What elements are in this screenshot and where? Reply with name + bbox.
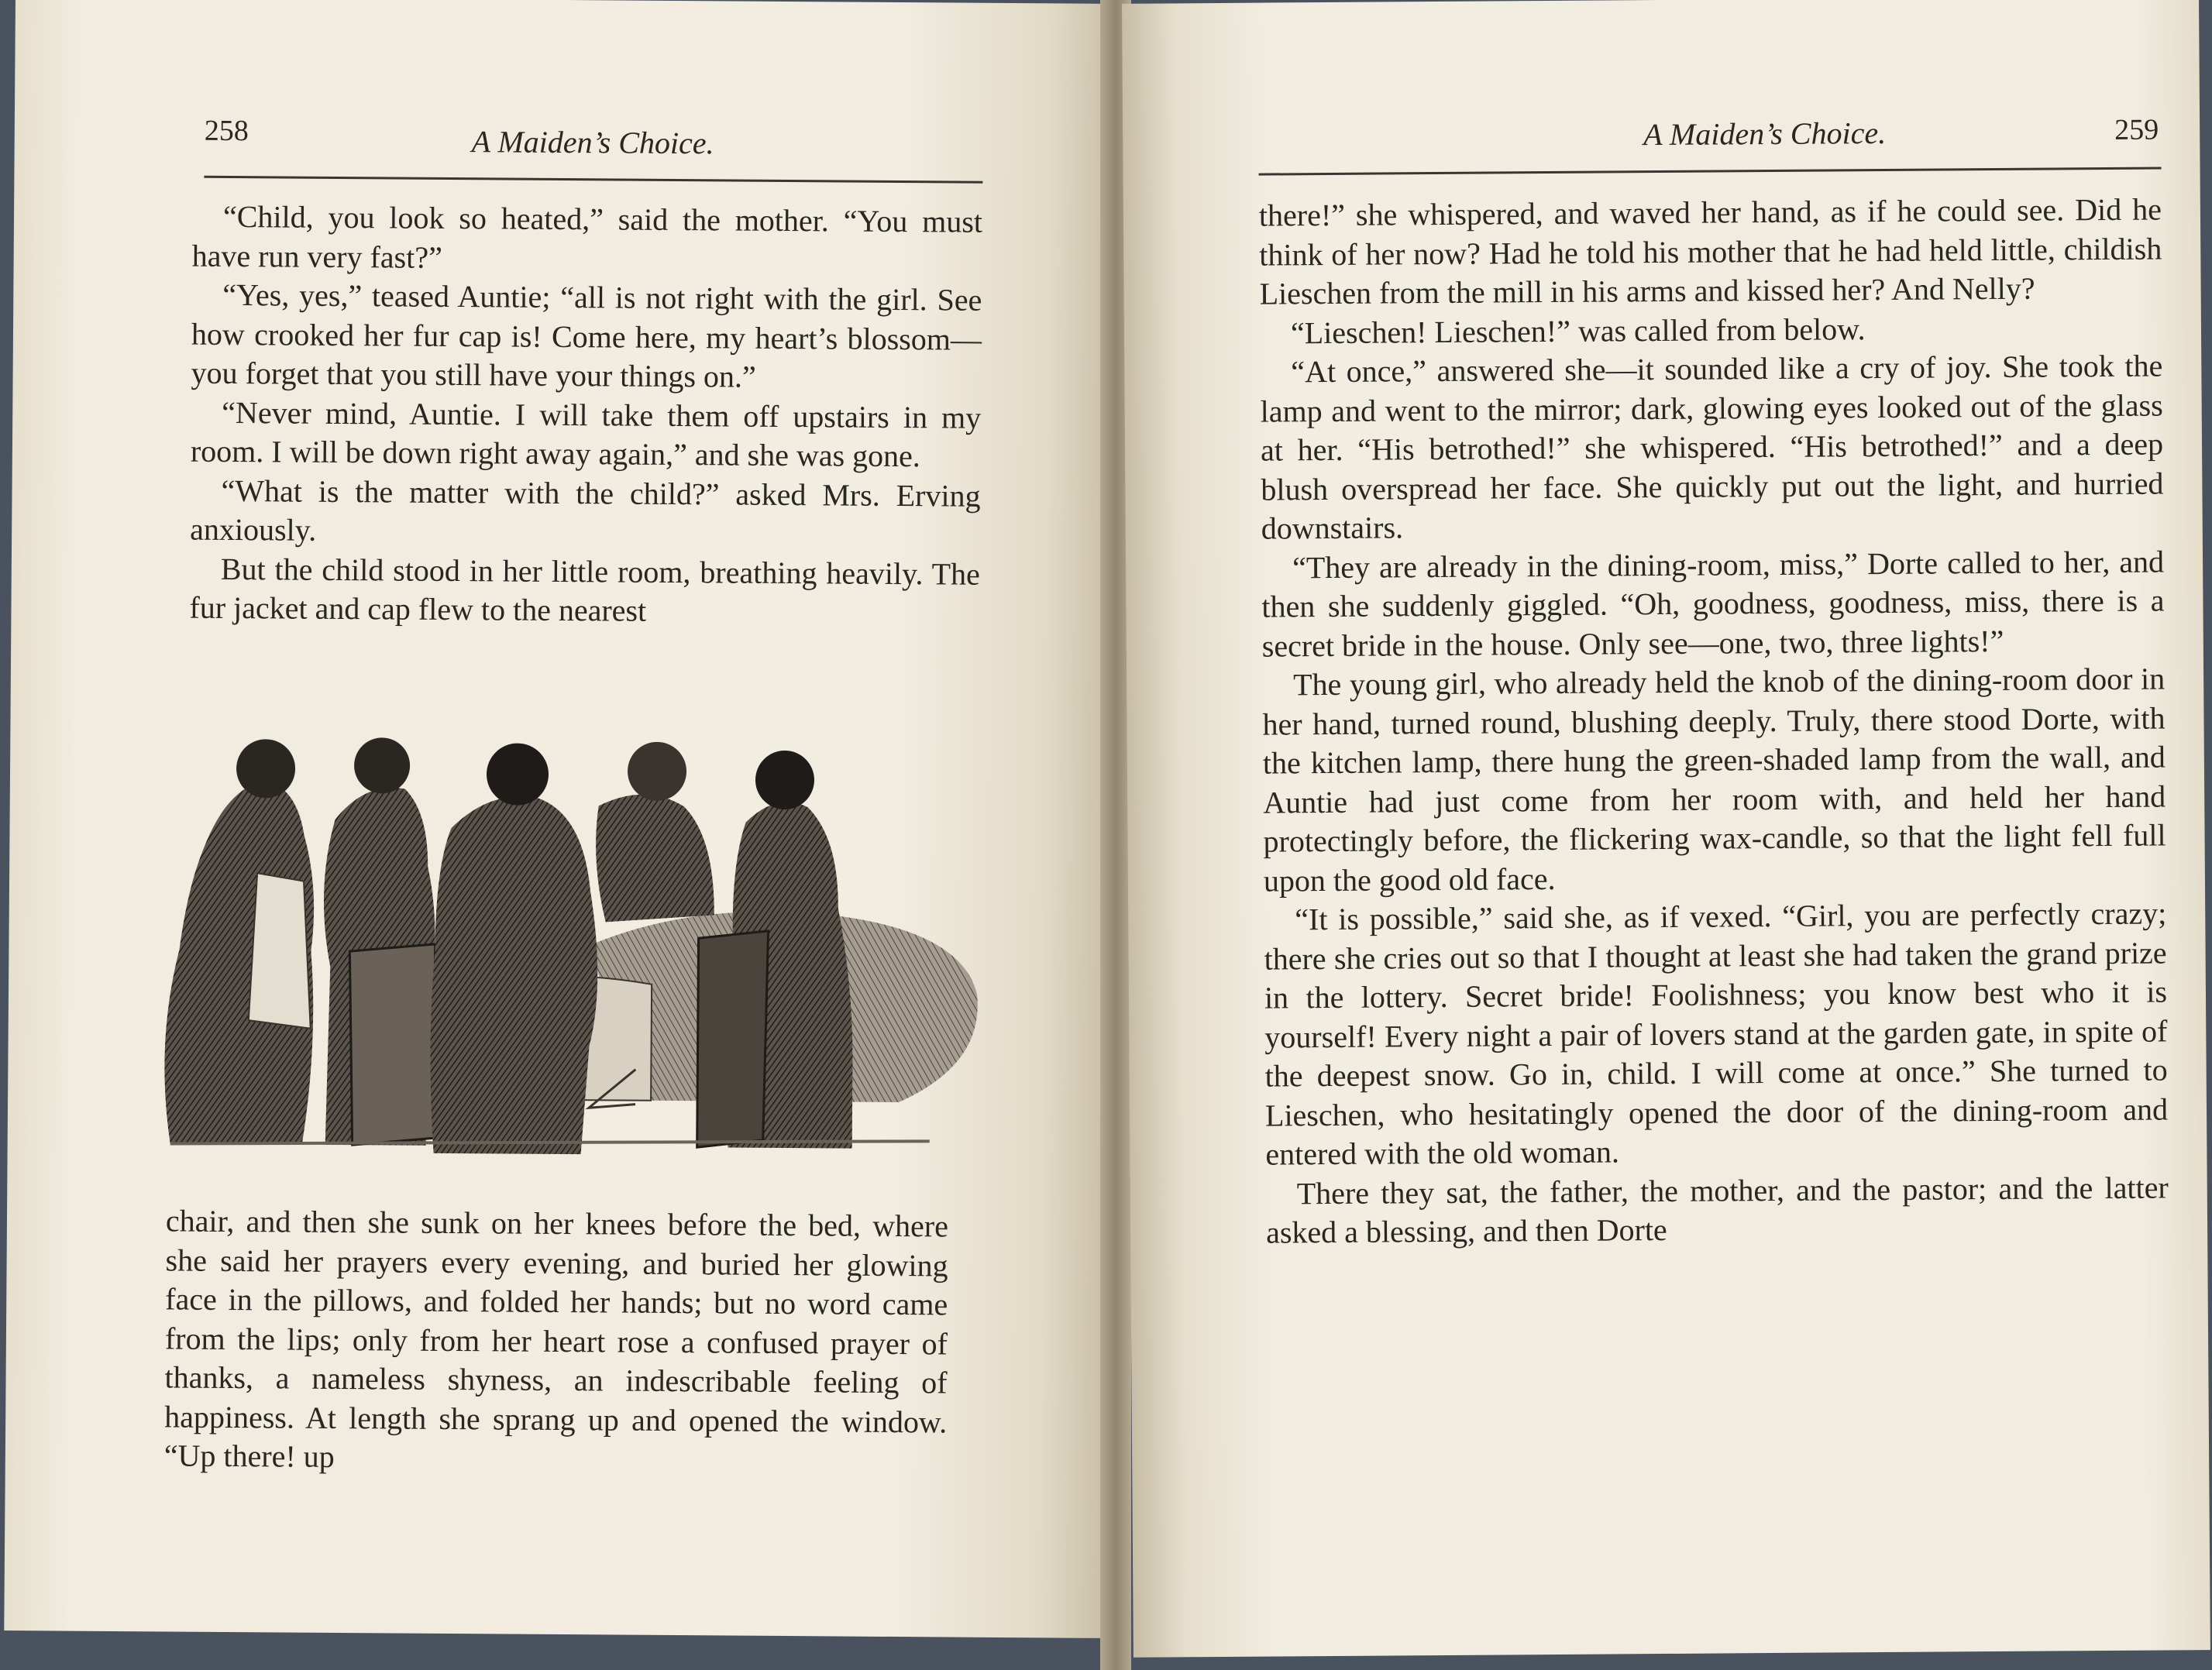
right-body-text <box>1259 190 2169 1252</box>
paragraph: there!” she whispered, and waved her hand, as if he could see. Did he think of her now? Had he told his mother that he had held little, childish Lieschen from the mill in his arms and kissed her? And Nelly? <box>1258 191 2162 311</box>
paragraph: But the child stood in her little room, breathing heavily. The fur jacket and cap flew to the nearest <box>189 551 980 628</box>
left-bottom-text <box>164 1201 948 1481</box>
paragraph: “What is the matter with the child?” asked Mrs. Erving anxiously. <box>190 472 981 548</box>
left-page <box>4 0 1116 1638</box>
left-page-header <box>205 114 979 166</box>
left-top-text <box>189 198 982 634</box>
paragraph: “Child, you look so heated,” said the mother. “You must have run very fast?” <box>191 198 983 275</box>
paragraph: “At once,” answered she—it sounded like a cry of joy. She took the lamp and went to the mirror; dark, glowing eyes looked out of the glass at her. “His betrothed!” she whispered. “His betrothed!” and a deep blush overspread her face. She quickly put out the light, and hurried downstairs. <box>1260 348 2164 546</box>
paragraph: There they sat, the father, the mother, and the pastor; and the latter asked a blessing, and then Dorte <box>1265 1169 2169 1250</box>
right-header-rule <box>1259 167 2162 175</box>
left-page-number: 258 <box>204 114 249 148</box>
paragraph: “It is possible,” said she, as if vexed. “Girl, you are perfectly crazy; there she cries out so that I thought at least she had taken the grand prize in the lottery. Secret bride! Foolishness; you know best who it is yourself! Every night a pair of lovers stand at the garden gate, in spite of the deepest snow. Go in, child. I will come at once.” She turned to Lieschen, who hesitatingly opened the door of the dining-room and entered with the old woman. <box>1264 895 2169 1172</box>
right-running-title: A Maiden’s Choice. <box>1643 115 1887 153</box>
figure-man-back <box>430 795 599 1154</box>
chair-left <box>349 943 439 1146</box>
left-running-title: A Maiden’s Choice. <box>471 124 714 161</box>
right-page-header <box>1262 112 2161 165</box>
right-page-number: 259 <box>2114 113 2159 146</box>
engraving-illustration <box>155 733 987 1164</box>
paragraph: “Never mind, Auntie. I will take them off upstairs in my room. I will be down right away again,” and she was gone. <box>190 394 982 474</box>
left-header-rule <box>204 176 982 184</box>
right-page <box>1122 0 2210 1658</box>
figure-father <box>595 794 714 923</box>
paragraph: “They are already in the dining-room, miss,” Dorte called to her, and then she suddenly giggled. “Oh, goodness, goodness, miss, there is a secret bride in the house. Only see—one, two, three lights!” <box>1261 543 2165 664</box>
paragraph: The young girl, who already held the knob of the dining-room door in her hand, turned round, blushing deeply. Truly, there stood Dorte, with the kitchen lamp, there hung the green-shaded lamp from the wall, and Auntie had just come from her room with, and held her hand protectingly before, the flickering wax-candle, so that the light fell full upon the good old face. <box>1262 661 2166 899</box>
chair-right <box>697 930 769 1148</box>
paragraph: “Lieschen! Lieschen!” was called from below. <box>1290 311 1866 350</box>
paragraph: chair, and then she sunk on her knees before the bed, where she said her prayers every evening, and buried her glowing face in the pillows, and folded her hands; but no word came from the lips; only from her heart rose a confused prayer of thanks, a nameless shyness, an indescribable feeling of happiness. At length she sprang up and opened the window. “Up there! up <box>163 1203 949 1474</box>
paragraph: “Yes, yes,” teased Auntie; “all is not right with the girl. See how crooked her fur cap is! Come here, my heart’s blossom—you forget that you still have your things on.” <box>191 277 982 394</box>
